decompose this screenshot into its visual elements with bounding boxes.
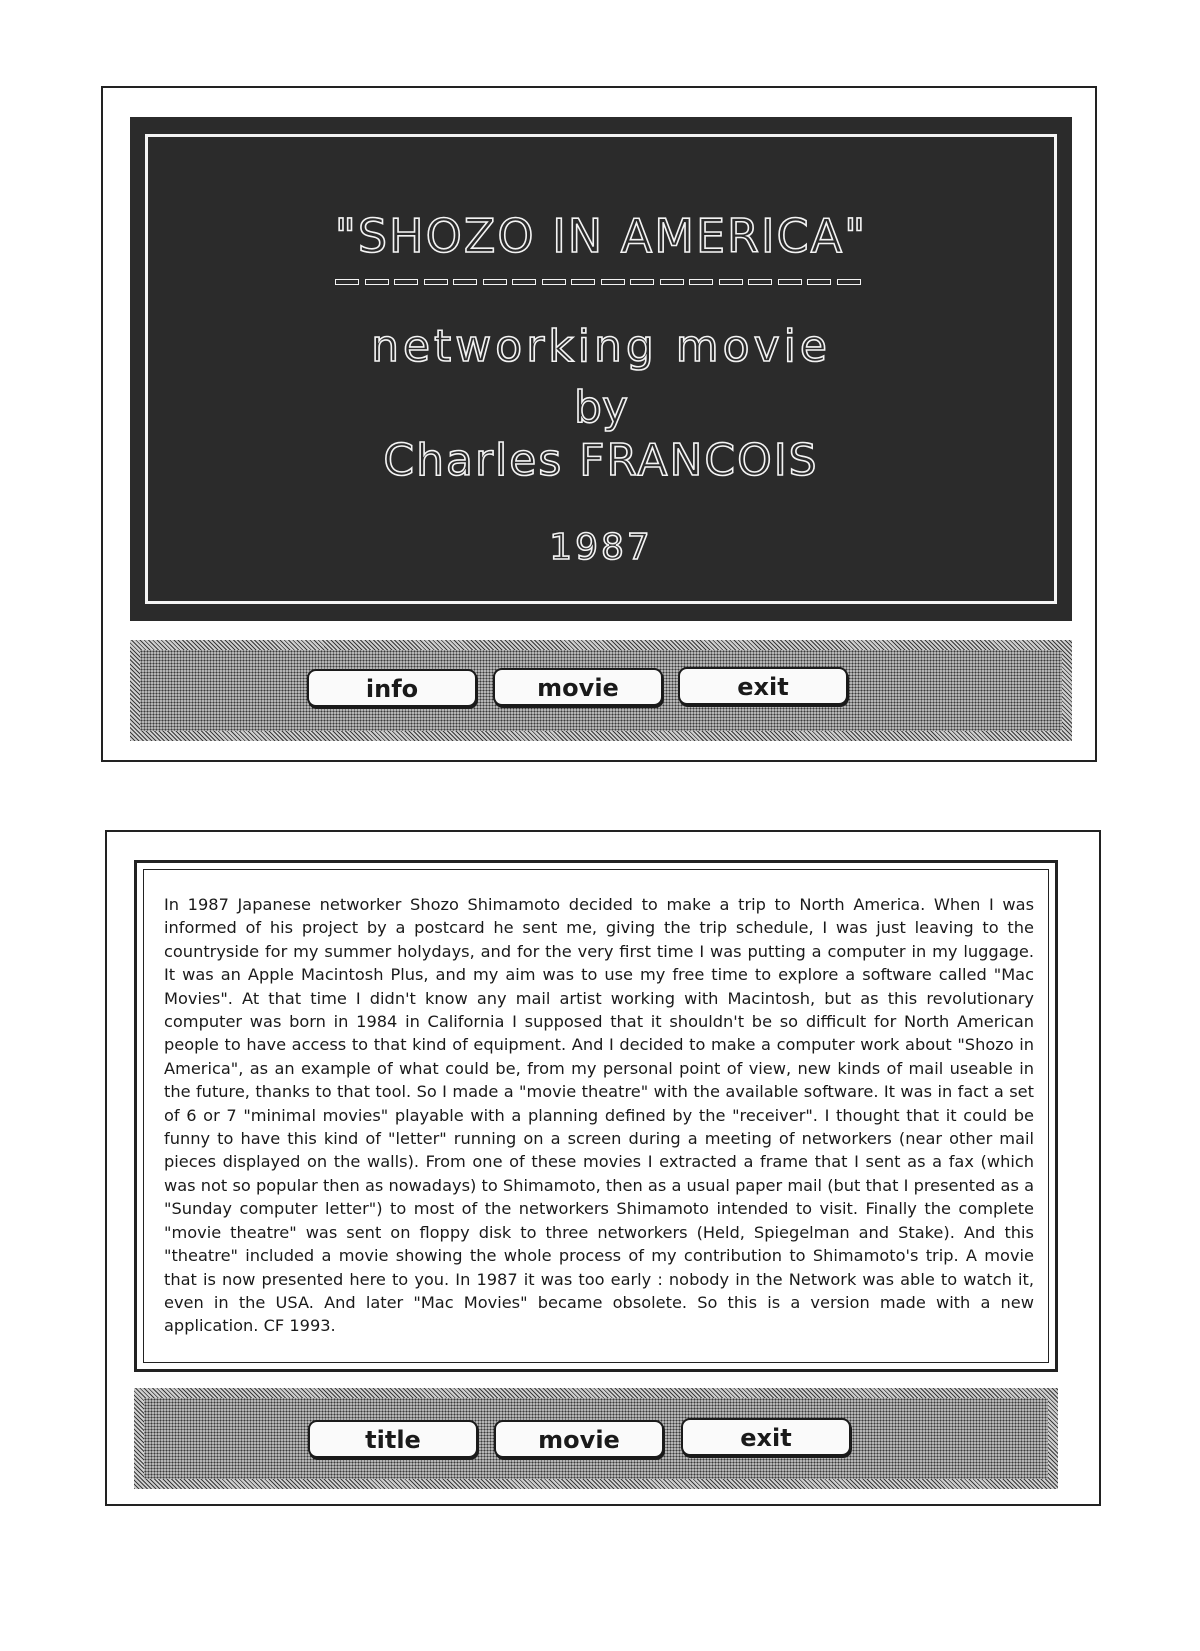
title-heading: "SHOZO IN AMERICA" <box>334 209 868 263</box>
exit-button[interactable]: exit <box>678 667 848 705</box>
info-exit-button[interactable]: exit <box>681 1418 851 1456</box>
title-screen <box>101 86 1097 762</box>
info-text: In 1987 Japanese networker Shozo Shimamoto decided to make a trip to North America. When I was informed of his project by a postcard he sent me, giving the trip schedule, I was just leaving to the countryside for my summer holydays, and for the very first time I was putting a computer in my luggage. It was an Apple Macintosh Plus, and my aim was to use my free time to explore a software called "Mac Movies". At that time I didn't know any mail artist working with Macintosh, but as this revolutionary computer was born in 1984 in California I supposed that it shouldn't be so difficult for North American people to have access to that kind of equipment. And I decided to make a computer work about "Shozo in America", as an example of what could be, from my personal point of view, new kinds of mail useable in the future, thanks to that tool. So I made a "movie theatre" with the available software. It was in fact a set of 6 or 7 "minimal movies" playable with a planning defined by the "receiver". I thought that it could be funny to have this kind of "letter" running on a screen during a meeting of networkers (near other mail pieces displayed on the walls). From one of these movies I extracted a frame that I sent as a fax (which was not so popular then as nowadays) to Shimamoto, then as a usual paper mail (but that I presented as a "Sunday computer letter") to most of the networkers Shimamoto intended to visit. Finally the complete "movie theatre" was sent on floppy disk to three networkers (Held, Spiegelman and Stake). And this "theatre" included a movie showing the whole process of my contribution to Shimamoto's trip. A movie that is now presented here to you. In 1987 it was too early : nobody in the Network was able to watch it, even in the USA. And later "Mac Movies" became obsolete. So this is a version made with a new application. CF 1993. <box>164 895 1034 1336</box>
info-movie-button[interactable]: movie <box>494 1420 664 1458</box>
title-panel <box>130 117 1072 621</box>
title-divider <box>335 279 861 285</box>
title-button-bar <box>130 640 1072 741</box>
movie-button[interactable]: movie <box>493 668 663 706</box>
title-by: by <box>574 382 628 433</box>
title-subtitle: networking movie <box>371 321 831 372</box>
info-panel <box>134 860 1058 1372</box>
title-author: Charles FRANCOIS <box>383 435 819 486</box>
title-year: 1987 <box>549 527 653 568</box>
info-button[interactable]: info <box>307 669 477 707</box>
info-screen <box>105 830 1101 1506</box>
info-button-bar <box>134 1388 1058 1489</box>
title-button[interactable]: title <box>308 1420 478 1458</box>
